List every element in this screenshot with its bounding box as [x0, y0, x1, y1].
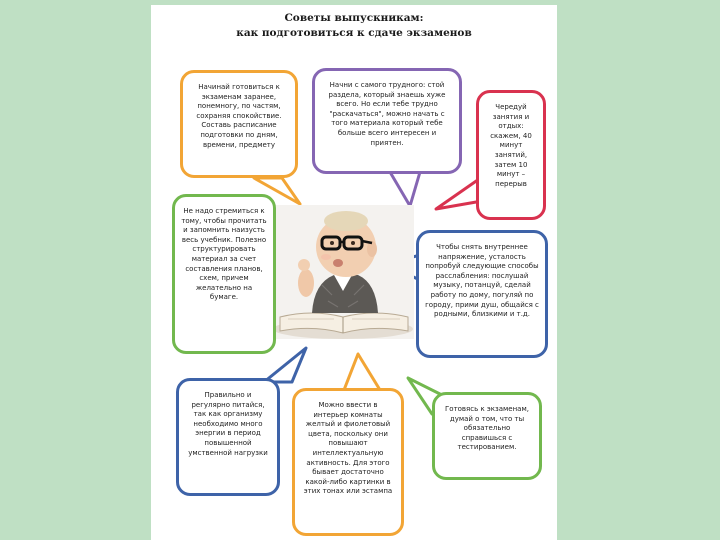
- tip-text-alternate: Чередуй занятия и отдых: скажем, 40 минут занятий, затем 10 минут – перерыв: [490, 103, 532, 188]
- tip-text-colors: Можно ввести в интерьер комнаты желтый и фиолетовый цвета, поскольку они повышают интеллектуальную активность. Для этого бывает достаточно какой-либо картинки в этих тонах или эстампа: [303, 401, 393, 496]
- tip-text-nutrition: Правильно и регулярно питайся, так как организму необходимо много энергии в период повышенной умственной нагрузки: [188, 391, 268, 457]
- tip-text-relax: Чтобы снять внутреннее напряжение, усталость попробуй следующие способы расслабления: послушай музыку, потанцуй, сделай работу по дому, погуляй по городу, прими душ, общайся с родными, близкими и т.д.: [425, 243, 539, 319]
- tip-bubble-hardest-first: [312, 68, 462, 174]
- poster-title: [151, 5, 557, 45]
- baby-reading-illustration: [272, 205, 414, 339]
- tip-bubble-nutrition: [176, 378, 280, 496]
- tip-text-hardest-first: Начни с самого трудного: стой раздела, который знаешь хуже всего. Но если тебе трудно "раскачаться", можно начать с того материала который тебе больше всего интересен и приятен.: [328, 81, 446, 147]
- bubble-tail-colors: [340, 352, 386, 392]
- tip-bubble-start-early: [180, 70, 298, 178]
- tip-text-start-early: Начинай готовиться к экзаменам заранее, понемногу, по частям, сохраняя спокойствие. Составь расписание подготовки по дням, времени, предмету: [196, 83, 282, 149]
- tip-bubble-colors: [292, 388, 404, 536]
- tip-bubble-no-cramming: [172, 194, 276, 354]
- title-line-2: как подготовиться к сдаче экзаменов: [236, 27, 472, 39]
- tip-text-tests: Готовясь к экзаменам, думай о том, что ты обязательно справишься с тестированием.: [445, 405, 529, 452]
- tip-bubble-alternate: [476, 90, 546, 220]
- tip-bubble-relax: [416, 230, 548, 358]
- tip-text-no-cramming: Не надо стремиться к тому, чтобы прочитать и запомнить наизусть весь учебник. Полезно структурировать материал за счет составления планов, схем, причем желательно на бумаге.: [181, 207, 267, 302]
- tip-bubble-tests: [432, 392, 542, 480]
- title-line-1: Советы выпускникам:: [284, 12, 424, 24]
